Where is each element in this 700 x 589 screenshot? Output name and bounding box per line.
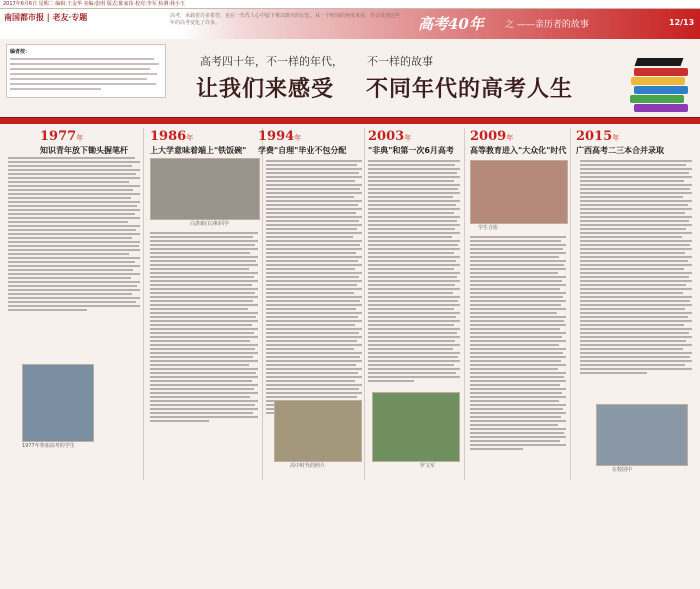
year-label: 2003年	[368, 129, 412, 144]
year-label: 2009年	[470, 129, 514, 144]
column-1986-text	[150, 230, 258, 585]
year-label: 1986年	[150, 129, 194, 144]
header-subtitle: 之 ——亲历者的故事	[505, 20, 589, 30]
header-title: 高考40年	[418, 15, 484, 33]
photo-2003	[372, 392, 460, 462]
editor-note-box	[6, 44, 166, 98]
column-1977-text	[8, 155, 140, 510]
photo-2009	[470, 160, 568, 224]
year-label: 1994年	[258, 129, 302, 144]
photo-1994	[274, 400, 362, 462]
timeline-bar	[0, 117, 700, 124]
photo-1977	[22, 364, 94, 442]
column-title: 上大学意味着端上"铁饭碗"	[150, 146, 247, 155]
editor-note-label: 编者按：	[10, 49, 31, 55]
header-intro: 高考，承载着许多希望，也在一代代人心中留下难以磨灭的记忆。从一个时间的角度来看，你会发现这些年的高考变化了许多。	[170, 13, 401, 26]
column-title: 学费"自理"毕业不包分配	[258, 146, 347, 155]
photo-1986	[150, 158, 260, 220]
headline-top-right: 不一样的故事	[367, 55, 433, 68]
column-title: 高等教育进入"大众化"时代	[470, 146, 567, 155]
page-info-text: 2017年6月6日 星期二 编辑:王金华 美编:张明 版式:陈家伟 校对:李军 检测:林小玉	[3, 1, 186, 7]
masthead: 南国都市报 | 老友·专题	[4, 12, 88, 22]
column-title: "非典"和第一次6月高考	[368, 146, 454, 155]
headline-top-left: 高考四十年，不一样的年代，	[200, 55, 343, 68]
graduation-cap-icon	[635, 58, 684, 66]
headline-main-right: 不同年代的高考人生	[366, 77, 574, 102]
graduation-books-illustration	[626, 58, 692, 112]
caption-1977: 1977年参加高考的学生	[22, 443, 75, 449]
year-label: 1977年	[40, 129, 84, 144]
column-2009-text	[470, 234, 566, 589]
page-number: 12/13	[669, 18, 695, 27]
column-title: 广西高考二三本合并录取	[576, 146, 664, 155]
caption-1994: 高中时代的照片	[290, 463, 326, 469]
page-info-bar	[0, 0, 700, 9]
column-title: 知识青年放下锄头握笔杆	[40, 146, 128, 155]
caption-1986: 白湛新(右)和同学	[190, 221, 229, 227]
caption-2003: 罗文军	[420, 463, 436, 469]
headline-main-left: 让我们来感受	[196, 77, 335, 102]
caption-2015: 在校园中	[612, 467, 633, 473]
page-header	[0, 9, 700, 39]
year-label: 2015年	[576, 129, 620, 144]
caption-2009: 学生合影	[478, 225, 499, 231]
photo-2015	[596, 404, 688, 466]
